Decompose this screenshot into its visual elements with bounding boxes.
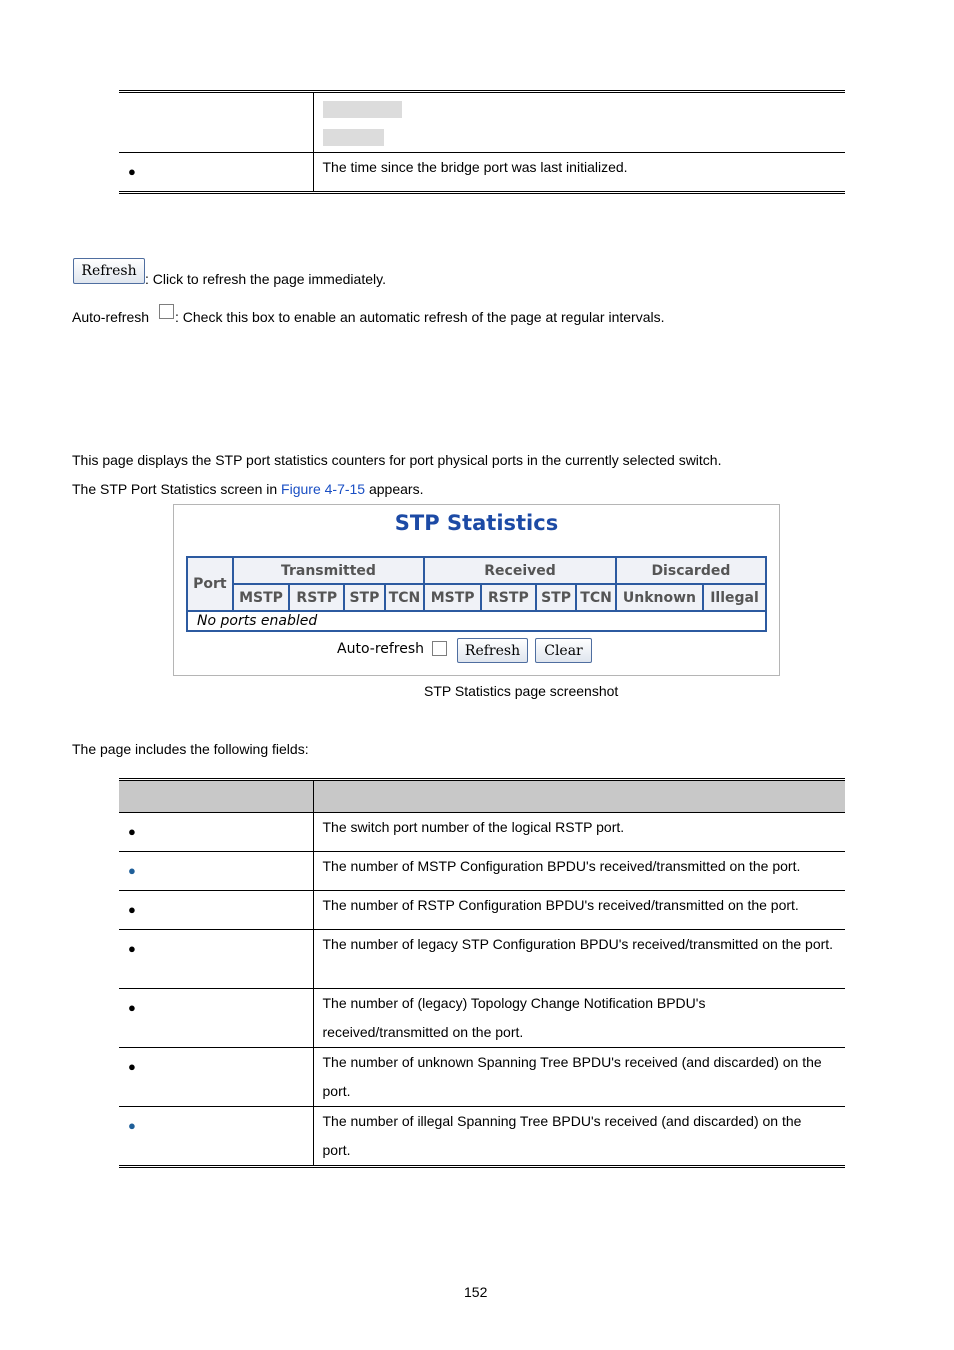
col-rx-rstp: RSTP xyxy=(481,584,536,611)
stp-statistics-screenshot xyxy=(173,504,780,676)
col-tx-mstp: MSTP xyxy=(233,584,290,611)
table-row xyxy=(119,92,845,153)
figure-caption: STP Statistics page screenshot xyxy=(424,683,619,699)
col-rx-tcn: TCN xyxy=(576,584,616,611)
page-number: 152 xyxy=(464,1284,488,1300)
intro-text: The STP Port Statistics screen in xyxy=(72,481,282,497)
table-row xyxy=(119,891,845,930)
table-header-row xyxy=(119,780,845,813)
bullet-icon: ● xyxy=(128,164,136,179)
field-description: The number of illegal Spanning Tree BPDU's received (and discarded) on the port. xyxy=(322,1113,802,1158)
col-tx-tcn: TCN xyxy=(385,584,425,611)
autorefresh-checkbox[interactable] xyxy=(432,641,447,656)
field-description: The number of MSTP Configuration BPDU's received/transmitted on the port. xyxy=(313,852,845,891)
redacted-bar xyxy=(323,129,384,146)
bullet-icon: ● xyxy=(128,941,136,956)
port-header: Port xyxy=(187,557,233,611)
intro-text: appears. xyxy=(365,481,424,497)
table-row xyxy=(119,1048,845,1107)
refresh-button[interactable]: Refresh xyxy=(73,258,145,284)
col-rx-mstp: MSTP xyxy=(424,584,481,611)
field-description: The switch port number of the logical RSTP port. xyxy=(313,813,845,852)
col-tx-stp: STP xyxy=(344,584,385,611)
redacted-bar xyxy=(323,101,402,118)
stp-statistics-table xyxy=(186,556,767,632)
refresh-button[interactable]: Refresh xyxy=(457,638,528,663)
autorefresh-label: Auto-refresh xyxy=(72,309,150,325)
received-header: Received xyxy=(424,557,616,584)
bullet-icon: ● xyxy=(128,902,136,917)
table-row xyxy=(187,611,766,631)
bullet-icon: ● xyxy=(128,824,136,839)
subheader-row xyxy=(187,584,766,611)
col-tx-rstp: RSTP xyxy=(289,584,344,611)
table-row xyxy=(119,153,845,193)
screenshot-title: STP Statistics xyxy=(394,511,559,535)
table-row xyxy=(119,930,845,989)
col-unknown: Unknown xyxy=(616,584,703,611)
col-illegal: Illegal xyxy=(703,584,766,611)
field-description: The time since the bridge port was last initialized. xyxy=(322,159,628,175)
table-row xyxy=(119,813,845,852)
table-row xyxy=(119,1107,845,1167)
no-ports-message: No ports enabled xyxy=(187,611,766,631)
field-description: The number of legacy STP Configuration BPDU's received/transmitted on the port. xyxy=(313,930,845,989)
autorefresh-label: Auto-refresh xyxy=(337,641,425,657)
field-description: The number of unknown Spanning Tree BPDU's received (and discarded) on the port. xyxy=(313,1048,845,1107)
intro-line-1: This page displays the STP port statistics counters for port physical ports in the currently selected switch. xyxy=(72,452,722,468)
autorefresh-help-text: : Check this box to enable an automatic refresh of the page at regular intervals. xyxy=(175,309,665,325)
top-fields-table xyxy=(119,90,845,194)
intro-line-2 xyxy=(72,481,423,497)
field-description: The number of RSTP Configuration BPDU's received/transmitted on the port. xyxy=(313,891,845,930)
table-row xyxy=(119,989,845,1048)
figure-link[interactable]: Figure 4-7-15 xyxy=(281,481,366,497)
table-row xyxy=(119,852,845,891)
bullet-icon: ● xyxy=(128,863,136,878)
transmitted-header: Transmitted xyxy=(233,557,425,584)
discarded-header: Discarded xyxy=(616,557,766,584)
field-description: The number of (legacy) Topology Change Notification BPDU's received/transmitted on the port. xyxy=(313,989,845,1048)
fields-intro: The page includes the following fields: xyxy=(72,741,309,757)
fields-table xyxy=(119,778,845,1168)
refresh-help-text: : Click to refresh the page immediately. xyxy=(145,271,386,287)
bullet-icon: ● xyxy=(128,1059,136,1074)
col-rx-stp: STP xyxy=(536,584,577,611)
header-row xyxy=(187,557,766,584)
autorefresh-checkbox[interactable] xyxy=(159,304,174,319)
clear-button[interactable]: Clear xyxy=(535,638,592,663)
bullet-icon: ● xyxy=(128,1118,136,1133)
bullet-icon: ● xyxy=(128,1000,136,1015)
